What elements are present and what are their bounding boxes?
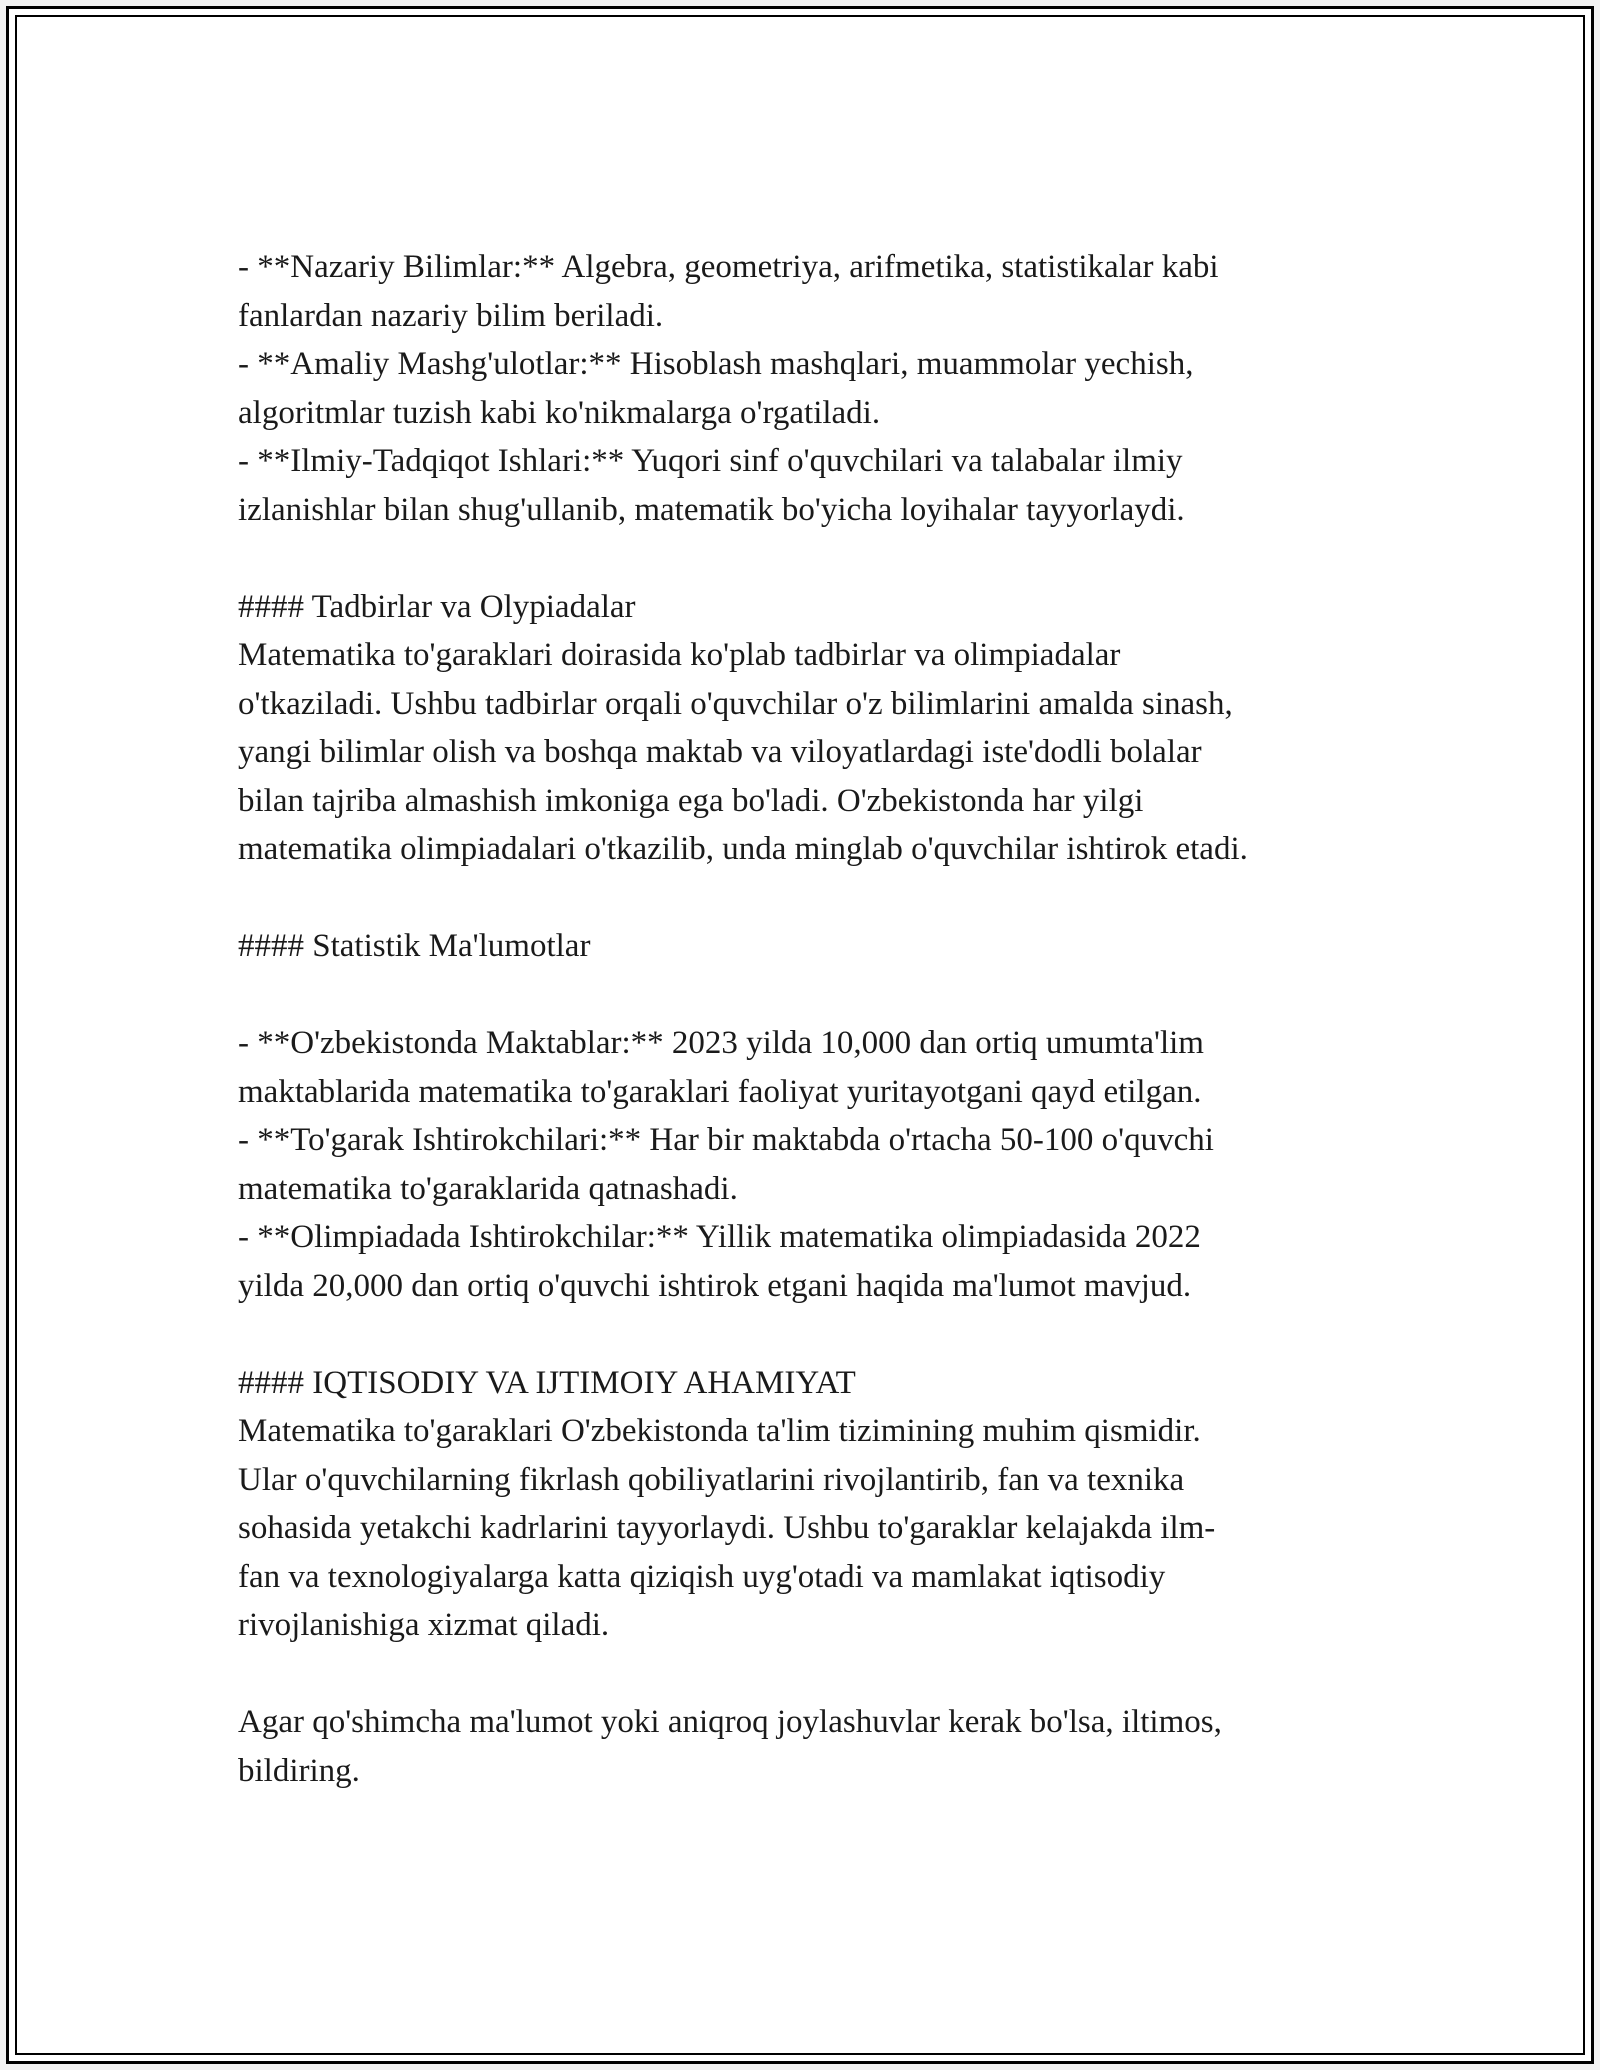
text-line: - **To'garak Ishtirokchilari:** Har bir maktabda o'rtacha 50-100 o'quvchi — [238, 1122, 1214, 1158]
section-heading: #### IQTISODIY VA IJTIMOIY AHAMIYAT — [238, 1364, 856, 1401]
text-line: Matematika to'garaklari O'zbekistonda ta'lim tizimining muhim qismidir. — [238, 1413, 1201, 1449]
text-line: fan va texnologiyalarga katta qiziqish uyg'otadi va mamlakat iqtisodiy — [238, 1558, 1166, 1595]
text-line: sohasida yetakchi kadrlarini tayyorlaydi. Ushbu to'garaklar kelajakda ilm- — [238, 1510, 1216, 1546]
text-line: Matematika to'garaklari doirasida ko'plab tadbirlar va olimpiadalar — [238, 637, 1121, 673]
text-line: matematika to'garaklarida qatnashadi. — [238, 1170, 738, 1207]
text-line: rivojlanishiga xizmat qiladi. — [238, 1607, 610, 1643]
blank-line — [238, 534, 1398, 583]
text-line: algoritmlar tuzish kabi ko'nikmalarga o'rgatiladi. — [238, 394, 881, 431]
text-line: - **Amaliy Mashg'ulotlar:** Hisoblash mashqlari, muammolar yechish, — [238, 346, 1194, 382]
text-line: - **Olimpiadada Ishtirokchilar:** Yillik matematika olimpiadasida 2022 — [238, 1219, 1201, 1255]
section-heading: #### Statistik Ma'lumotlar — [238, 928, 591, 964]
blank-line — [238, 874, 1398, 923]
text-line: Ular o'quvchilarning fikrlash qobiliyatlarini rivojlantirib, fan va texnika — [238, 1461, 1185, 1498]
section-heading: #### Tadbirlar va Olypiadalar — [238, 588, 636, 625]
text-line: yilda 20,000 dan ortiq o'quvchi ishtirok etgani haqida ma'lumot mavjud. — [238, 1267, 1192, 1304]
document-page — [6, 6, 1594, 2064]
text-line: matematika olimpiadalari o'tkazilib, unda minglab o'quvchilar ishtirok etadi. — [238, 831, 1248, 867]
blank-line — [238, 971, 1398, 1020]
text-line: maktablarida matematika to'garaklari faoliyat yuritayotgani qayd etilgan. — [238, 1073, 1202, 1110]
document-body — [238, 243, 1398, 1795]
text-line: bilan tajriba almashish imkoniga ega bo'ladi. O'zbekistonda har yilgi — [238, 782, 1144, 819]
text-line: yangi bilimlar olish va boshqa maktab va viloyatlardagi iste'dodli bolalar — [238, 734, 1202, 770]
text-line: fanlardan nazariy bilim beriladi. — [238, 297, 664, 334]
text-line: - **O'zbekistonda Maktablar:** 2023 yilda 10,000 dan ortiq umumta'lim — [238, 1025, 1204, 1061]
text-line: izlanishlar bilan shug'ullanib, matematik bo'yicha loyihalar tayyorlaydi. — [238, 491, 1185, 528]
text-line: bildiring. — [238, 1752, 360, 1789]
text-line: o'tkaziladi. Ushbu tadbirlar orqali o'quvchilar o'z bilimlarini amalda sinash, — [238, 685, 1233, 722]
text-line: - **Ilmiy-Tadqiqot Ishlari:** Yuqori sinf o'quvchilari va talabalar ilmiy — [238, 443, 1183, 479]
text-line: Agar qo'shimcha ma'lumot yoki aniqroq joylashuvlar kerak bo'lsa, iltimos, — [238, 1704, 1222, 1740]
blank-line — [238, 1310, 1398, 1359]
text-line: - **Nazariy Bilimlar:** Algebra, geometriya, arifmetika, statistikalar kabi — [238, 249, 1219, 285]
blank-line — [238, 1650, 1398, 1699]
